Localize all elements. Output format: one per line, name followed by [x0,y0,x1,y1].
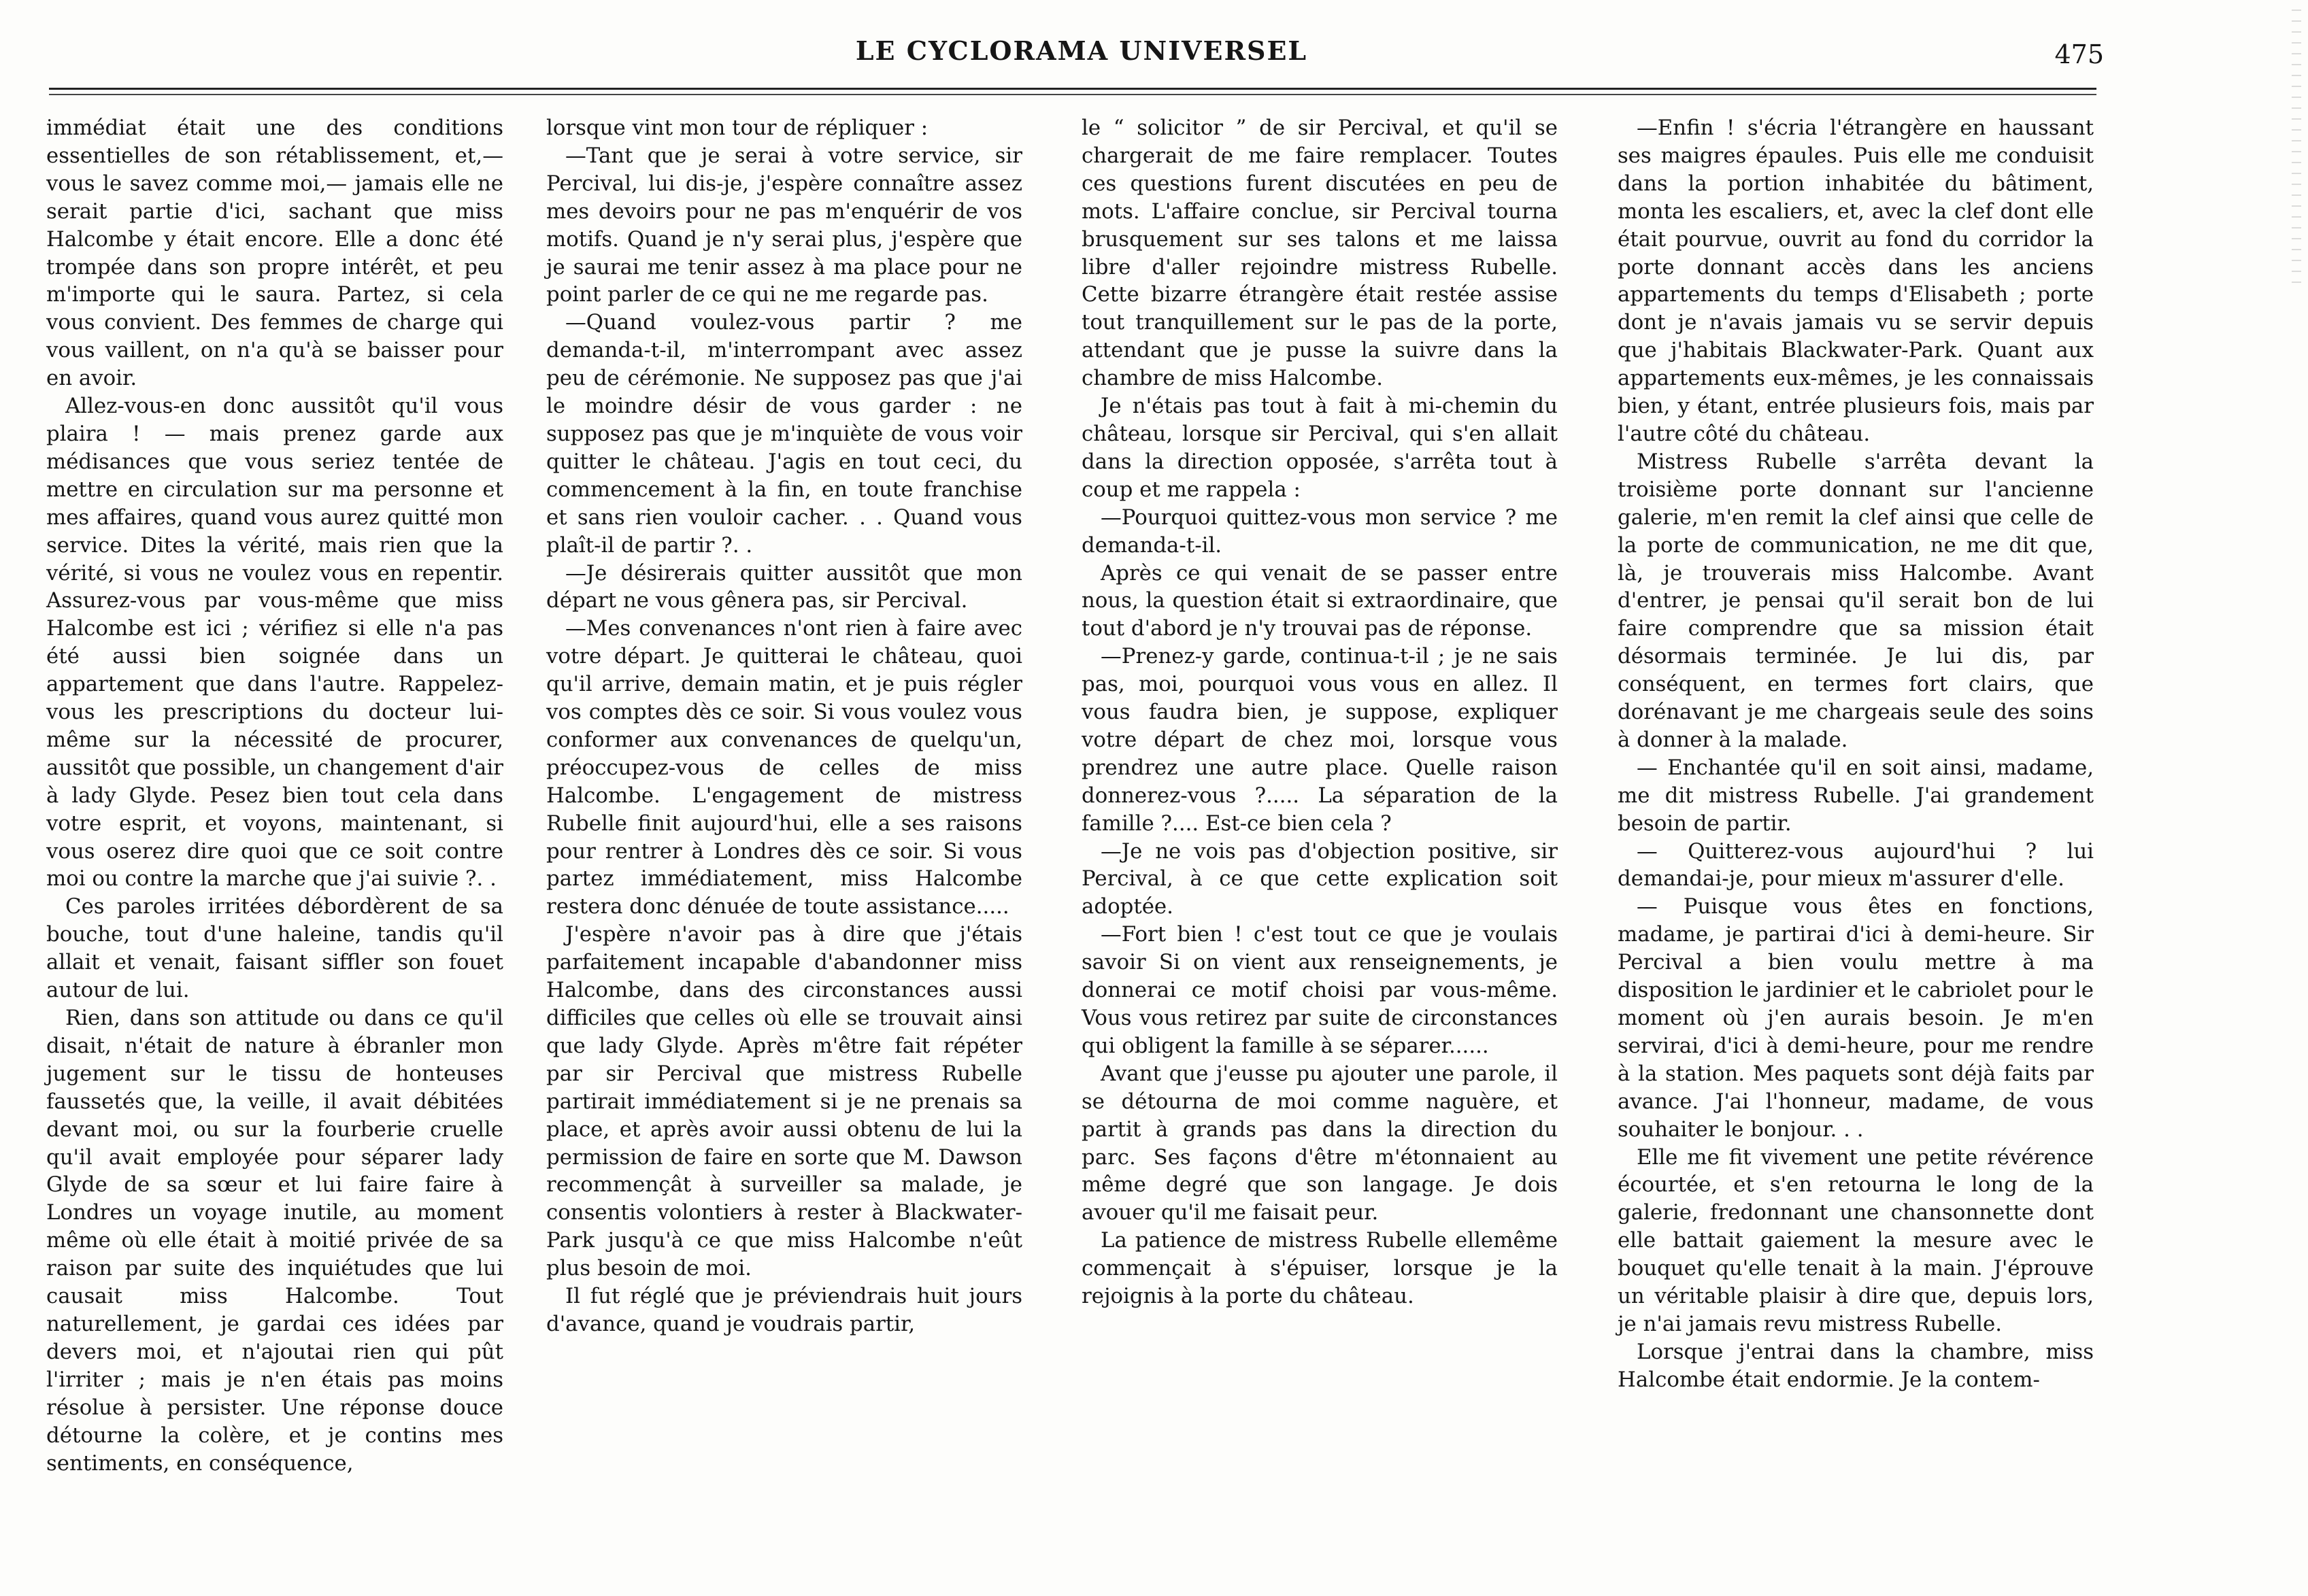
paragraph: Il fut réglé que je préviendrais huit jours d'avance, quand je voudrais partir, [546,1284,1022,1336]
paragraph: Allez-vous-en donc aussitôt qu'il vous plaira ! — mais prenez garde aux médisances que vous seriez tentée de mettre en circulation sur ma personne et mes affaires, quand vous aurez quitté mon service. Dites la vérité, mais rien que la vérité, si vous ne voulez vous en repentir. Assurez-vous par vous-même que miss Halcombe est ici ; vérifiez si elle n'a pas été aussi bien soignée dans un appartement que dans l'autre. Rappelez-vous les prescriptions du docteur lui-même sur la nécessité de procurer, aussitôt que possible, un changement d'air à lady Glyde. Pesez bien tout cela dans votre esprit, et voyons, maintenant, si vous oserez dire quoi que ce soit contre moi ou contre la marche que j'ai suivie ?. . [46,394,503,892]
text-column-4 [1618,114,2094,1394]
text-column-1 [46,114,503,1477]
page-header [0,35,2308,76]
page-edge-marks [2292,0,2301,286]
paragraph: Elle me fit vivement une petite révérence écourtée, et s'en retourna le long de la galerie, fredonnant une chansonnette dont elle battait gaiement la mesure avec le bouquet qu'elle tenait à la main. J'éprouve un véritable plaisir à dire que, depuis lors, je n'ai jamais revu mistress Rubelle. [1618,1144,2094,1336]
paragraph: —Enfin ! s'écria l'étrangère en haussant ses maigres épaules. Puis elle me conduisit dans la portion inhabitée du bâtiment, monta les escaliers, et, avec la clef dont elle était pourvue, ouvrit au fond du corridor la porte donnant accès dans les anciens appartements du temps d'Elisabeth ; porte dont je n'avais jamais vu se servir depuis que j'habitais Blackwater-Park. Quant aux appartements eux-mêmes, je les connaissais bien, y étant, entrée plusieurs fois, mais par l'autre côté du château. [1618,116,2094,446]
paragraph: Je n'étais pas tout à fait à mi-chemin du château, lorsque sir Percival, qui s'en allait dans la direction opposée, s'arrêta tout à coup et me rappela : [1082,394,1558,502]
paragraph: immédiat était une des conditions essentielles de son rétablissement, et,— vous le savez comme moi,— jamais elle ne serait partie d'ici, sachant que miss Halcombe y était encore. Elle a donc été trompée dans son propre intérêt, et peu m'importe qui le saura. Partez, si cela vous convient. Des femmes de charge qui vous vaillent, on n'a qu'à se baisser pour en avoir. [46,116,503,391]
paragraph: —Je désirerais quitter aussitôt que mon départ ne vous gênera pas, sir Percival. [546,560,1022,613]
paragraph: —Quand voulez-vous partir ? me demanda-t-il, m'interrompant avec assez peu de cérémonie. Ne supposez pas que j'ai le moindre désir de vous garder : ne supposez pas que je m'inquiète de vous voir quitter le château. J'agis en tout ceci, du commencement à la fin, en toute franchise et sans rien vouloir cacher. . . Quand vous plaît-il de partir ?. . [546,310,1022,558]
running-title: LE CYCLORAMA UNIVERSEL [855,35,1308,66]
page-number: 475 [2054,39,2104,69]
paragraph: Lorsque j'entrai dans la chambre, miss Halcombe était endormie. Je la contem- [1618,1339,2094,1392]
paragraph: Mistress Rubelle s'arrêta devant la troisième porte donnant sur l'ancienne galerie, m'en remit la clef ainsi que celle de la porte de communication, ne me dit que, là, je trouverais miss Halcombe. Avant d'entrer, je pensai qu'il serait bon de lui faire comprendre que sa mission était désormais terminée. Je lui dis, par conséquent, en termes fort clairs, que dorénavant je me chargeais seule des soins à donner à la malade. [1618,449,2094,752]
paragraph: —Prenez-y garde, continua-t-il ; je ne sais pas, moi, pourquoi vous vous en allez. Il vous faudra bien, je suppose, expliquer votre départ de chez moi, lorsque vous prendrez une autre place. Quelle raison donnerez-vous ?..... La séparation de la famille ?.... Est-ce bien cela ? [1082,644,1558,836]
paragraph: Ces paroles irritées débordèrent de sa bouche, tout d'une haleine, tandis qu'il allait et venait, faisant siffler son fouet autour de lui. [46,894,503,1003]
paragraph: J'espère n'avoir pas à dire que j'étais parfaitement incapable d'abandonner miss Halcombe, dans des circonstances aussi difficiles que celles où elle se trouvait ainsi que lady Glyde. Après m'être fait répéter par sir Percival que mistress Rubelle partirait immédiatement si je ne prenais sa place, et après avoir aussi obtenu de lui la permission de faire en sorte que M. Dawson recommençât à surveiller sa malade, je consentis volontiers à rester à Blackwater-Park jusqu'à ce que miss Halcombe n'eût plus besoin de moi. [546,922,1022,1281]
paragraph: —Fort bien ! c'est tout ce que je voulais savoir Si on vient aux renseignements, je donnerai ce motif choisi par vous-même. Vous vous retirez par suite de circonstances qui obligent la famille à se séparer...... [1082,922,1558,1058]
paragraph: —Mes convenances n'ont rien à faire avec votre départ. Je quitterai le château, quoi qu'il arrive, demain matin, et je puis régler vos comptes dès ce soir. Si vous voulez vous conformer aux convenances de quelqu'un, préoccupez-vous de celles de miss Halcombe. L'engagement de mistress Rubelle finit aujourd'hui, elle a ses raisons pour rentrer à Londres dès ce soir. Si vous partez immédiatement, miss Halcombe restera donc dénuée de toute assistance..... [546,616,1022,919]
text-column-3 [1082,114,1558,1310]
text-column-2 [546,114,1022,1338]
paragraph: —Pourquoi quittez-vous mon service ? me demanda-t-il. [1082,505,1558,558]
paragraph: La patience de mistress Rubelle ellemême commençait à s'épuiser, lorsque je la rejoignis à la porte du château. [1082,1228,1558,1309]
paragraph: Après ce qui venait de se passer entre nous, la question était si extraordinaire, que tout d'abord je n'y trouvai pas de réponse. [1082,560,1558,641]
paragraph: le “ solicitor ” de sir Percival, et qu'il se chargerait de me faire remplacer. Toutes ces questions furent discutées en peu de mots. L'affaire conclue, sir Percival tourna brusquement sur ses talons et me laissa libre d'aller rejoindre mistress Rubelle. Cette bizarre étrangère était restée assise tout tranquillement sur le pas de la porte, attendant que je pusse la suivre dans la chambre de miss Halcombe. [1082,116,1558,391]
paragraph: Avant que j'eusse pu ajouter une parole, il se détourna de moi comme naguère, et partit à grands pas dans la direction du parc. Ses façons d'être m'étonnaient au même degré que son langage. Je dois avouer qu'il me faisait peur. [1082,1061,1558,1225]
paragraph: lorsque vint mon tour de répliquer : [546,116,929,140]
paragraph: Rien, dans son attitude ou dans ce qu'il disait, n'était de nature à ébranler mon jugement sur le tissu de honteuses faussetés que, la veille, il avait débitées devant moi, ou sur la fourberie cruelle qu'il avait employée pour séparer lady Glyde de sa sœur et lui faire faire à Londres un voyage inutile, au moment même où elle était à moitié privée de sa raison par suite des inquiétudes que lui causait miss Halcombe. Tout naturellement, je gardai ces idées par devers moi, et n'ajoutai rien qui pût l'irriter ; mais je n'en étais pas moins résolue à persister. Une réponse douce détourne la colère, et je contins mes sentiments, en conséquence, [46,1006,503,1476]
header-rule-thin [49,94,2096,95]
paragraph: — Enchantée qu'il en soit ainsi, madame, me dit mistress Rubelle. J'ai grandement besoin de partir. [1618,755,2094,836]
paragraph: —Je ne vois pas d'objection positive, sir Percival, à ce que cette explication soit adoptée. [1082,838,1558,919]
paragraph: —Tant que je serai à votre service, sir Percival, lui dis-je, j'espère connaître assez mes devoirs pour ne pas m'enquérir de vos motifs. Quand je n'y serai plus, j'espère que je saurai me tenir assez à ma place pour ne point parler de ce qui ne me regarde pas. [546,143,1022,307]
paragraph: — Quitterez-vous aujourd'hui ? lui demandai-je, pour mieux m'assurer d'elle. [1618,838,2094,892]
header-rule [49,88,2096,90]
paragraph: — Puisque vous êtes en fonctions, madame, je partirai d'ici à demi-heure. Sir Percival a bien voulu mettre à ma disposition le jardinier et le cabriolet pour le moment où j'en aurais besoin. Je m'en servirai, d'ici à demi-heure, pour me rendre à la station. Mes paquets sont déjà faits par avance. J'ai l'honneur, madame, de vous souhaiter le bonjour. . . [1618,894,2094,1142]
